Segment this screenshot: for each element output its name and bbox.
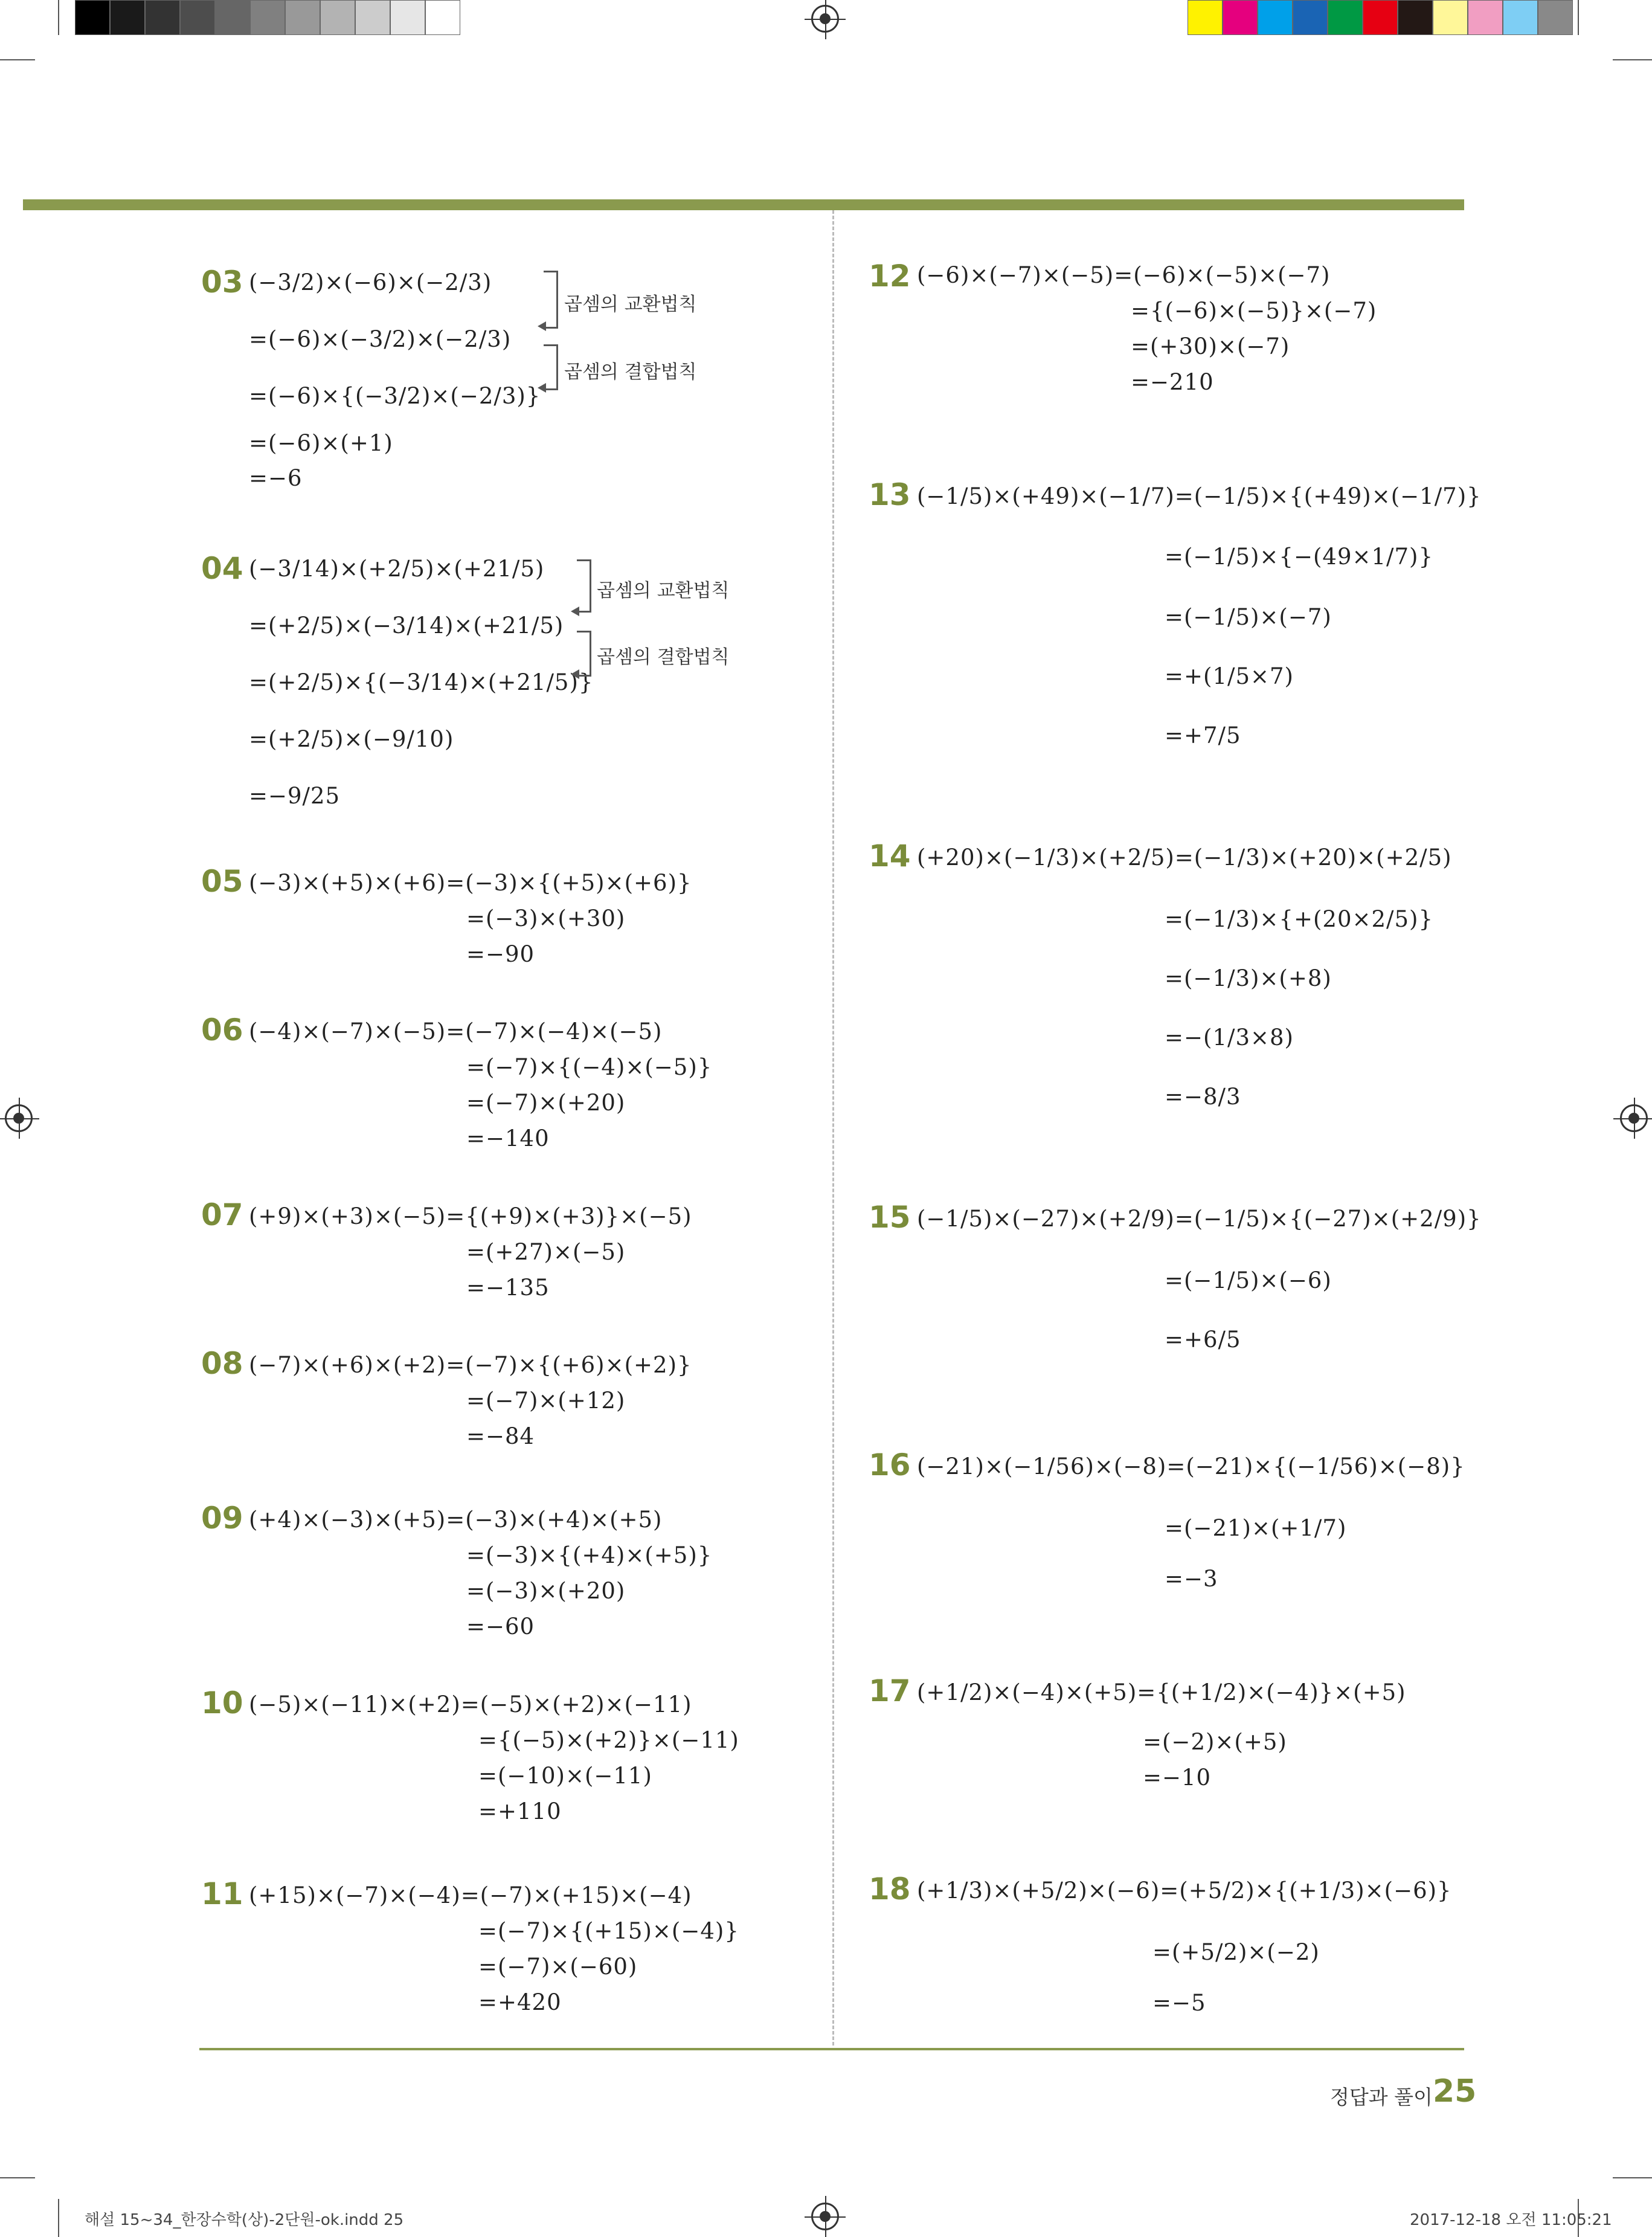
gray-swatch [75, 0, 110, 35]
problem-number: 08 [201, 1346, 243, 1381]
crop-mark [1613, 2177, 1652, 2178]
solution-line: (−3)×(+5)×(+6)=(−3)×{(+5)×(+6)} [249, 870, 692, 896]
associative-law-note: 곱셈의 결합법칙 [597, 646, 730, 668]
solution-line: =(+2/5)×{(−3/14)×(+21/5)} [249, 669, 594, 695]
color-swatch [1398, 0, 1433, 35]
solution-line: =(−6)×(+1) [249, 430, 393, 456]
solution-line: =(−3)×{(+4)×(+5)} [466, 1542, 713, 1568]
solution-line: (−1/5)×(+49)×(−1/7)=(−1/5)×{(+49)×(−1/7)} [917, 483, 1482, 509]
column-divider [832, 210, 834, 2045]
gray-swatch [145, 0, 180, 35]
solution-line: (−21)×(−1/56)×(−8)=(−21)×{(−1/56)×(−8)} [917, 1453, 1465, 1479]
solution-line: =(−7)×(+20) [466, 1090, 626, 1116]
solution-line: =(−10)×(−11) [478, 1763, 652, 1789]
solution-line: =(−2)×(+5) [1143, 1729, 1287, 1755]
annotation-arrow-icon [538, 321, 546, 331]
solution-line: (+4)×(−3)×(+5)=(−3)×(+4)×(+5) [249, 1507, 663, 1533]
solution-line: (−6)×(−7)×(−5)=(−6)×(−5)×(−7) [917, 262, 1331, 288]
solution-line: =−135 [466, 1275, 550, 1301]
problem-number: 09 [201, 1501, 243, 1536]
registration-target-icon [811, 2203, 839, 2230]
solution-line: (+9)×(+3)×(−5)={(+9)×(+3)}×(−5) [249, 1203, 692, 1229]
registration-target-icon [5, 1104, 33, 1132]
solution-line: =+110 [478, 1798, 562, 1824]
gray-swatch [110, 0, 145, 35]
solution-line: =+7/5 [1165, 723, 1241, 748]
commutative-law-note: 곱셈의 교환법칙 [597, 580, 730, 602]
solution-line: =−90 [466, 941, 535, 967]
gray-swatch [285, 0, 320, 35]
solution-line: =+6/5 [1165, 1327, 1241, 1353]
annotation-bracket [577, 559, 591, 613]
solution-line: =(+30)×(−7) [1131, 333, 1290, 359]
registration-target-icon [1620, 1104, 1648, 1132]
solution-line: (−1/5)×(−27)×(+2/9)=(−1/5)×{(−27)×(+2/9)} [917, 1206, 1482, 1232]
solution-line: =−140 [466, 1125, 550, 1151]
solution-line: =−60 [466, 1614, 535, 1640]
solution-line: =−6 [249, 465, 303, 491]
gray-swatch [355, 0, 390, 35]
solution-line: =(−6)×(−3/2)×(−2/3) [249, 326, 512, 352]
color-swatch [1188, 0, 1223, 35]
crop-mark [0, 2177, 35, 2178]
solution-line: (−5)×(−11)×(+2)=(−5)×(+2)×(−11) [249, 1691, 692, 1717]
solution-line: =(−6)×{(−3/2)×(−2/3)} [249, 383, 541, 409]
annotation-arrow-icon [571, 607, 579, 616]
color-swatch [1433, 0, 1468, 35]
problem-number: 05 [201, 864, 243, 899]
section-label: 정답과 풀이 [1330, 2085, 1433, 2109]
color-swatch [1538, 0, 1573, 35]
solution-line: =−84 [466, 1423, 535, 1449]
problem-number: 17 [869, 1673, 911, 1708]
color-swatch [1328, 0, 1363, 35]
color-swatch [1503, 0, 1538, 35]
gray-swatch [215, 0, 250, 35]
solution-line: =(+5/2)×(−2) [1152, 1939, 1320, 1965]
problem-number: 12 [869, 259, 911, 294]
problem-number: 07 [201, 1197, 243, 1232]
solution-line: =−5 [1152, 1990, 1206, 2016]
commutative-law-note: 곱셈의 교환법칙 [564, 294, 697, 315]
annotation-arrow-icon [571, 669, 579, 679]
solution-line: =(−3)×(+20) [466, 1578, 626, 1604]
solution-line: =(−1/5)×(−7) [1165, 604, 1332, 630]
problem-number: 16 [869, 1447, 911, 1482]
solution-line: =(+27)×(−5) [466, 1239, 626, 1265]
page-number: 25 [1433, 2073, 1477, 2110]
gray-swatch [425, 0, 460, 35]
color-swatch [1293, 0, 1328, 35]
solution-line: =(−1/5)×(−6) [1165, 1267, 1332, 1293]
solution-line: =−3 [1165, 1566, 1218, 1592]
solution-line: =(−7)×{(−4)×(−5)} [466, 1054, 713, 1080]
print-timestamp: 2017-12-18 오전 11:05:21 [1410, 2211, 1612, 2229]
problem-number: 06 [201, 1012, 243, 1048]
problem-number: 10 [201, 1685, 243, 1720]
color-swatch [1363, 0, 1398, 35]
gray-swatch [390, 0, 425, 35]
solution-line: (−3/2)×(−6)×(−2/3) [249, 269, 492, 295]
solution-line: (−3/14)×(+2/5)×(+21/5) [249, 556, 545, 582]
solution-line: (+15)×(−7)×(−4)=(−7)×(+15)×(−4) [249, 1882, 692, 1908]
annotation-arrow-icon [538, 383, 546, 393]
crop-mark [0, 59, 35, 60]
problem-number: 15 [869, 1200, 911, 1235]
solution-line: =(−1/3)×(+8) [1165, 965, 1332, 991]
solution-line: =(−7)×(+12) [466, 1388, 626, 1414]
solution-line: =+420 [478, 1989, 562, 2015]
header-accent-bar [23, 199, 1464, 210]
annotation-bracket [544, 271, 558, 329]
print-file-name: 해설 15~34_한장수학(상)-2단원-ok.indd 25 [85, 2211, 404, 2229]
solution-line: =−9/25 [249, 783, 341, 809]
solution-line: (+20)×(−1/3)×(+2/5)=(−1/3)×(+20)×(+2/5) [917, 845, 1452, 871]
solution-line: =+(1/5×7) [1165, 663, 1294, 689]
gray-swatch [250, 0, 285, 35]
solution-line: =(+2/5)×(−3/14)×(+21/5) [249, 613, 564, 639]
registration-target-icon [811, 5, 839, 33]
color-swatch [1223, 0, 1258, 35]
solution-line: =−210 [1131, 369, 1214, 395]
solution-line: (−4)×(−7)×(−5)=(−7)×(−4)×(−5) [249, 1019, 663, 1044]
problem-number: 14 [869, 838, 911, 874]
solution-line: =−10 [1143, 1765, 1212, 1791]
crop-mark [58, 2199, 59, 2237]
footer-rule [199, 2048, 1464, 2050]
solution-line: =−(1/3×8) [1165, 1025, 1294, 1051]
color-swatch [1258, 0, 1293, 35]
crop-mark [1613, 59, 1652, 60]
solution-line: =−8/3 [1165, 1084, 1241, 1110]
solution-line: (+1/2)×(−4)×(+5)={(+1/2)×(−4)}×(+5) [917, 1679, 1406, 1705]
associative-law-note: 곱셈의 결합법칙 [564, 361, 697, 383]
crop-mark [58, 0, 59, 35]
solution-line: =(−21)×(+1/7) [1165, 1515, 1347, 1541]
gray-swatch [320, 0, 355, 35]
solution-line: =(−1/5)×{−(49×1/7)} [1165, 544, 1434, 570]
solution-line: (−7)×(+6)×(+2)=(−7)×{(+6)×(+2)} [249, 1352, 692, 1378]
problem-number: 13 [869, 477, 911, 512]
solution-line: ={(−6)×(−5)}×(−7) [1131, 298, 1377, 324]
solution-line: =(−1/3)×{+(20×2/5)} [1165, 906, 1434, 932]
problem-number: 03 [201, 265, 243, 300]
problem-number: 18 [869, 1872, 911, 1907]
solution-line: =(−7)×{(+15)×(−4)} [478, 1918, 739, 1944]
solution-line: (+1/3)×(+5/2)×(−6)=(+5/2)×{(+1/3)×(−6)} [917, 1878, 1452, 1904]
crop-mark [1578, 0, 1579, 35]
problem-number: 04 [201, 551, 243, 586]
solution-line: ={(−5)×(+2)}×(−11) [478, 1727, 739, 1753]
gray-swatch [180, 0, 215, 35]
color-swatch [1468, 0, 1503, 35]
solution-line: =(−7)×(−60) [478, 1954, 638, 1980]
solution-line: =(+2/5)×(−9/10) [249, 726, 454, 752]
problem-number: 11 [201, 1876, 243, 1911]
solution-line: =(−3)×(+30) [466, 906, 626, 932]
